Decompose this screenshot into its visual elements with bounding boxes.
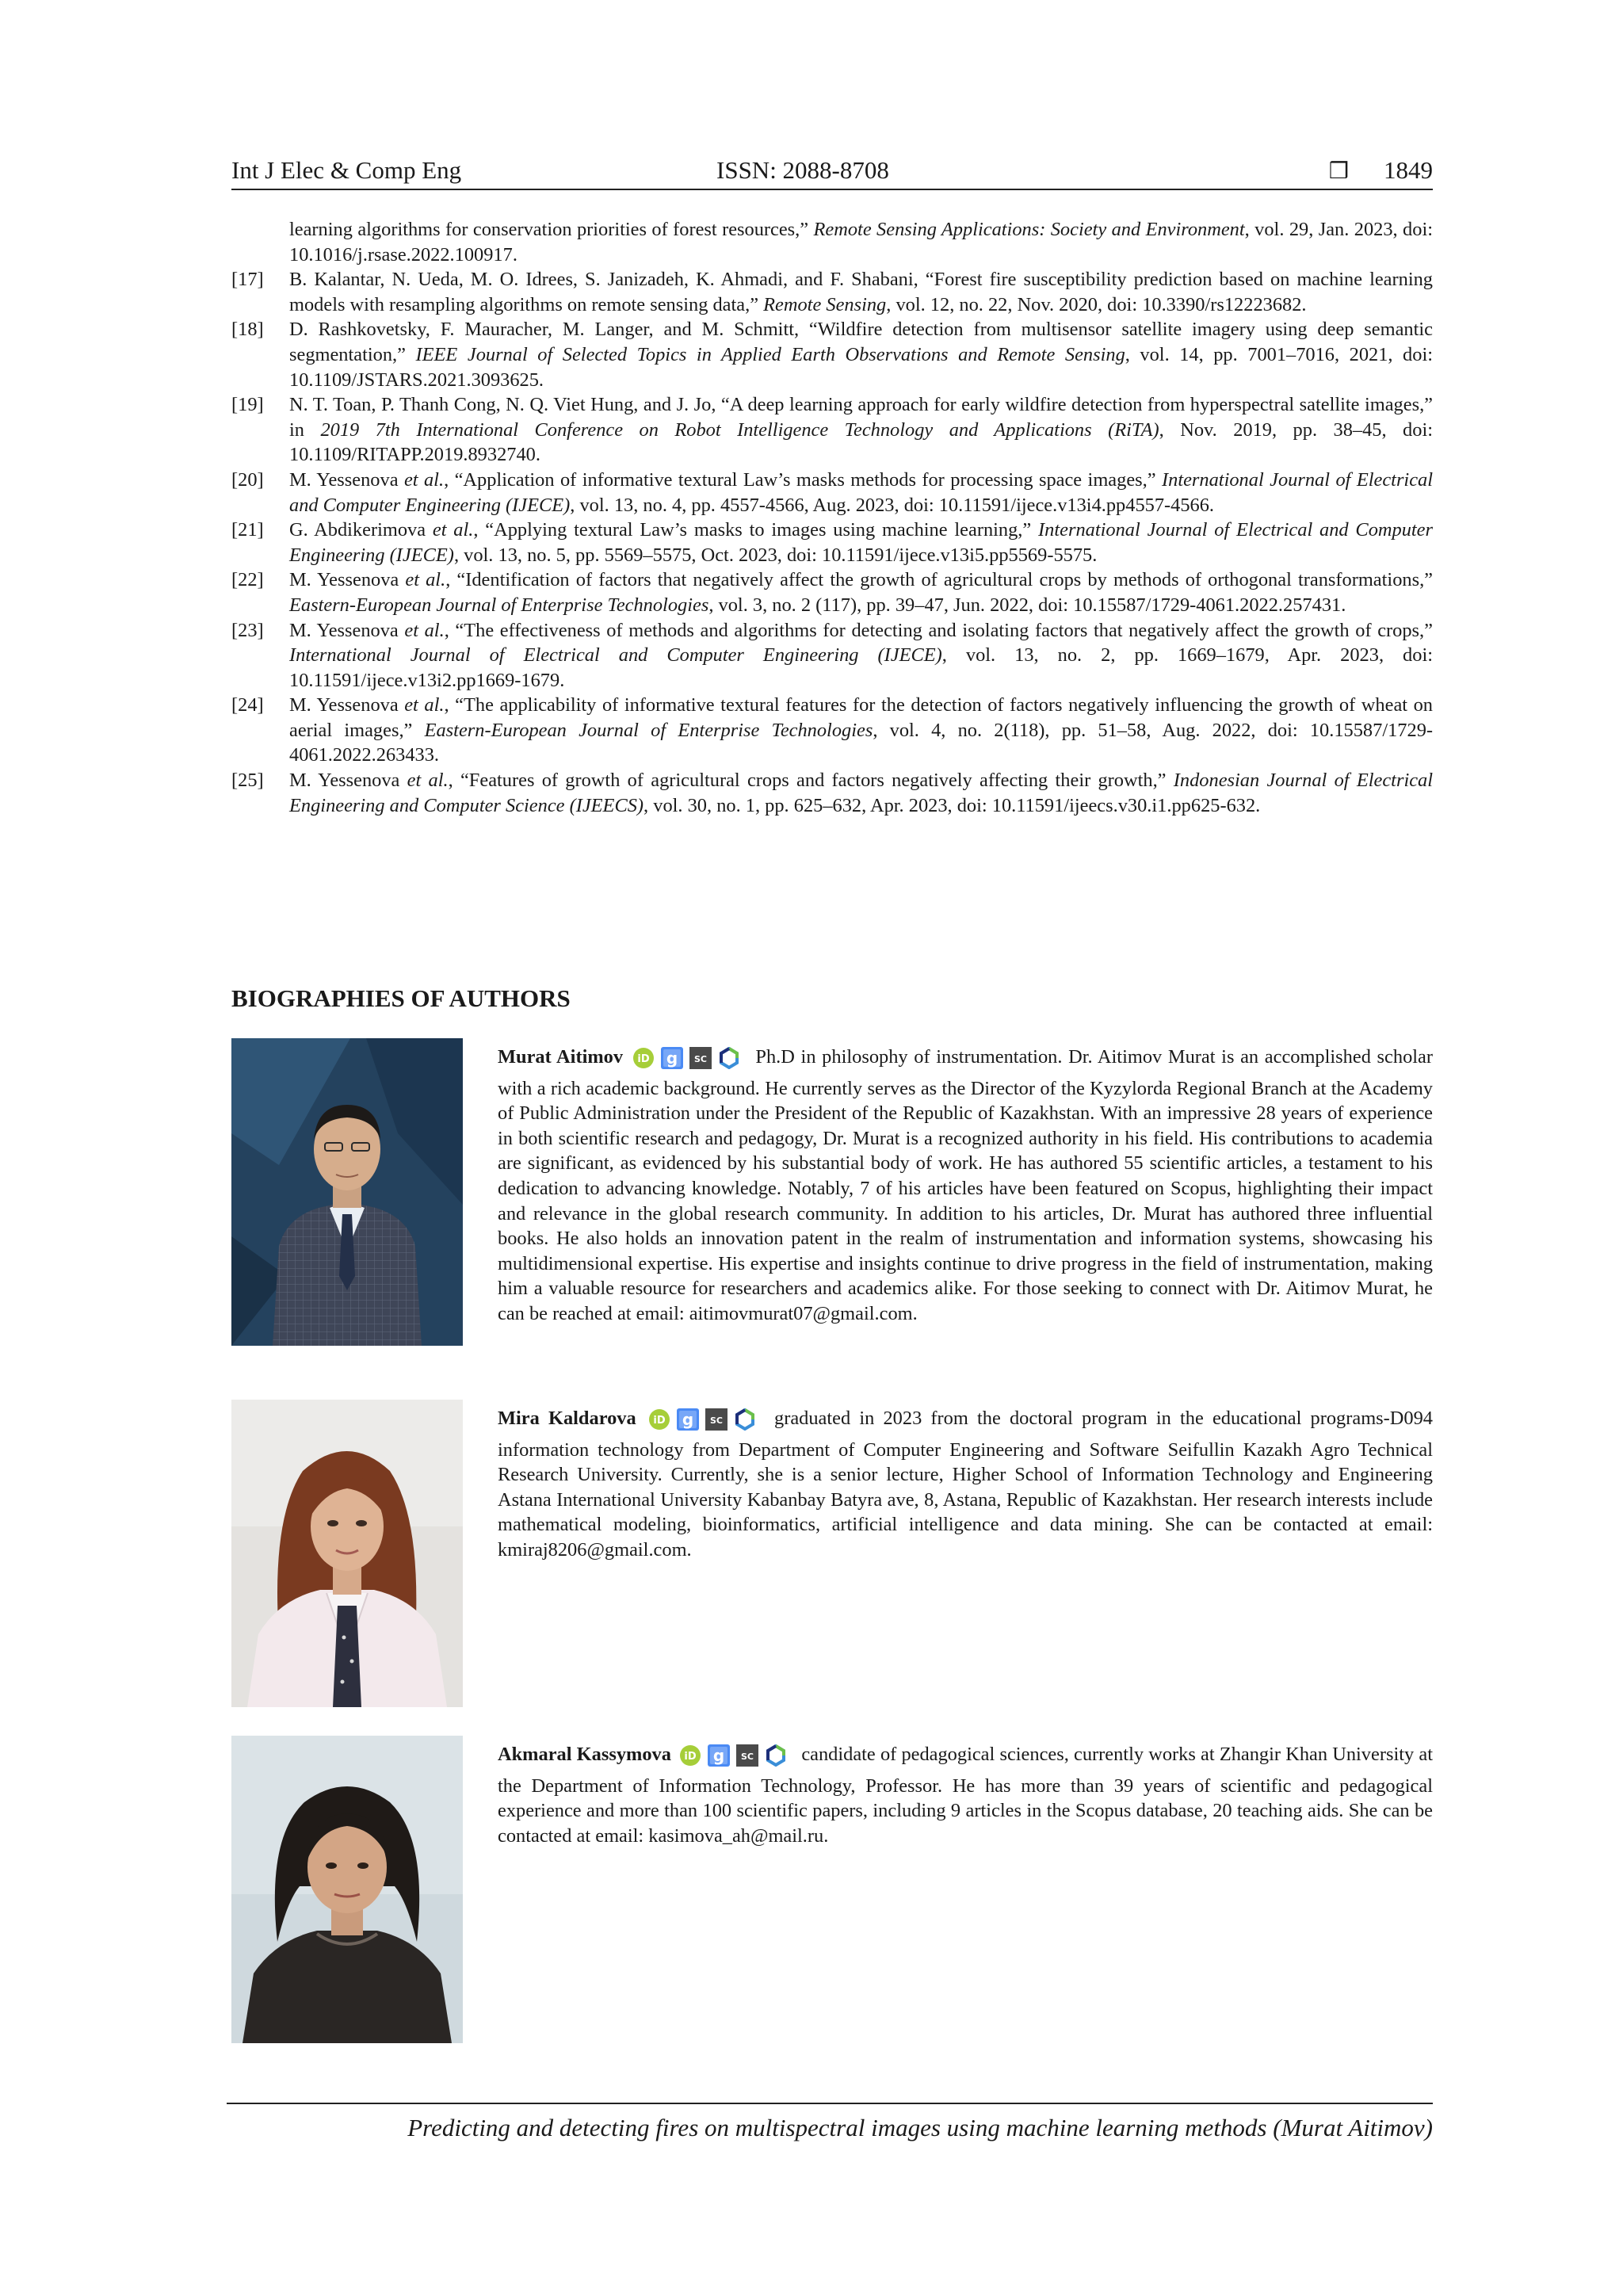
author-bio-mira-kaldarova bbox=[231, 1400, 1433, 1710]
italic-run: IEEE Journal of Selected Topics in Applied Earth Observations and Remote Sensing bbox=[415, 343, 1125, 365]
text-run: D. Rashkovetsky, F. Mauracher, M. Langer, and M. Schmitt, “Wildfire detection from multisensor satellite imagery using deep semantic segmentation,” bbox=[289, 319, 1433, 365]
reference-number: [18] bbox=[231, 319, 264, 341]
text-run: , vol. 3, no. 2 (117), pp. 39–47, Jun. 2022, doi: 10.15587/1729-4061.2022.257431. bbox=[708, 594, 1346, 616]
italic-run: Eastern-European Journal of Enterprise Technologies bbox=[289, 594, 709, 616]
text-run: , Nov. 2019, pp. 38–45, doi: 10.1109/RITAPP.2019.8932740. bbox=[289, 418, 1433, 466]
text-run: , “Applying textural Law’s masks to images using machine learning,” bbox=[473, 519, 1039, 541]
italic-run: Indonesian Journal of Electrical Engineering and Computer Science (IJEECS) bbox=[289, 770, 1434, 816]
reference-text bbox=[289, 269, 1433, 315]
author-name: Akmaral Kassymova bbox=[498, 1744, 671, 1765]
scopus-icon[interactable] bbox=[705, 1408, 727, 1438]
journal-name: Int J Elec & Comp Eng bbox=[231, 156, 462, 184]
reference-24 bbox=[231, 693, 1433, 768]
reference-18 bbox=[231, 317, 1433, 392]
italic-run: International Journal of Electrical and Computer Engineering (IJECE) bbox=[289, 468, 1434, 516]
reference-23 bbox=[231, 618, 1433, 693]
italic-run: International Journal of Electrical and Computer Engineering (IJECE) bbox=[289, 519, 1433, 566]
box-symbol: ❒ bbox=[1328, 158, 1349, 184]
scopus-label: SC bbox=[741, 1752, 754, 1763]
author-profile-badges bbox=[679, 1744, 793, 1774]
reference-text bbox=[289, 694, 1433, 766]
text-run: , vol. 30, no. 1, pp. 625–632, Apr. 2023, doi: 10.11591/ijeecs.v30.i1.pp625-632. bbox=[643, 794, 1261, 816]
author-name: Mira Kaldarova bbox=[498, 1408, 636, 1429]
reference-list bbox=[231, 217, 1433, 818]
italic-run: International Journal of Electrical and Computer Engineering (IJECE) bbox=[289, 644, 942, 667]
italic-run: Remote Sensing Applications: Society and Environment bbox=[813, 219, 1245, 240]
orcid-icon[interactable] bbox=[632, 1047, 655, 1076]
author-profile-badges bbox=[648, 1408, 762, 1438]
italic-run: Eastern-European Journal of Enterprise Technologies bbox=[424, 719, 873, 741]
text-run: M. Yessenova bbox=[289, 468, 404, 491]
running-header bbox=[231, 152, 1433, 190]
text-run: , vol. 13, no. 2, pp. 1669–1679, Apr. 2023, doi: 10.11591/ijece.v13i2.pp1669-1679. bbox=[289, 644, 1433, 691]
reference-20 bbox=[231, 468, 1433, 518]
italic-run: et al. bbox=[404, 619, 445, 641]
author-photo bbox=[231, 1038, 463, 1346]
author-bio-body: graduated in 2023 from the doctoral program in the educational programs-D094 information technology from Department of Computer Engineering and Software Seifullin Kazakh Agro Technical Research University. Currently, she is a senior lecture, Higher School of Information Technology and Engineering Astana International University Kabanbay Batyra ave, 8, Astana, Republic of Kazakhstan. Her research interests include mathematical modeling, bioinformatics, artificial intelligence and data mining. She can be contacted at email: kmiraj8206@gmail.com. bbox=[498, 1408, 1433, 1561]
reference-number: [24] bbox=[231, 694, 264, 716]
reference-16-continued bbox=[231, 217, 1433, 267]
author-bio-text bbox=[498, 1045, 1433, 1327]
scopus-icon[interactable] bbox=[736, 1744, 758, 1774]
text-run: M. Yessenova bbox=[289, 619, 405, 641]
text-run: , vol. 13, no. 5, pp. 5569–5575, Oct. 2023, doi: 10.11591/ijece.v13i5.pp5569-5575. bbox=[453, 544, 1098, 566]
issn: ISSN: 2088-8708 bbox=[716, 156, 889, 184]
page-number: 1849 bbox=[1384, 156, 1433, 184]
author-bio-text bbox=[498, 1406, 1433, 1563]
author-bio-body: Ph.D in philosophy of instrumentation. Dr. Aitimov Murat is an accomplished scholar with a rich academic background. He currently serves as the Director of the Kyzylorda Regional Branch at the Academy of Public Administration under the President of the Republic of Kazakhstan. With an impressive 28 years of experience in both scientific research and pedagogy, Dr. Murat is a recognized authority in his field. His contributions to academia are significant, as evidenced by his substantial body of work. He has authored 55 scientific articles, a testament to his dedication to advancing knowledge. Notably, 7 of his articles have been featured on Scopus, highlighting their impact and relevance in the global research community. In addition to his articles, Dr. Murat has authored three influential books. He also holds an innovation patent in the realm of instrumentation and information systems, showcasing his multidimensional expertise. His expertise and insights continue to drive progress in the field of instrumentation, making him a valuable resource for researchers and academics alike. For those seeking to connect with Dr. Aitimov Murat, he can be reached at email: aitimovmurat07@gmail.com. bbox=[498, 1046, 1433, 1325]
google-scholar-icon[interactable] bbox=[677, 1408, 699, 1438]
author-photo bbox=[231, 1736, 463, 2043]
reference-number: [22] bbox=[231, 569, 264, 591]
italic-run: Remote Sensing bbox=[763, 293, 887, 315]
text-run: G. Abdikerimova bbox=[289, 519, 433, 541]
author-bio-body: candidate of pedagogical sciences, currently works at Zhangir Khan University at the Department of Information Technology, Professor. He has more than 39 years of scientific and pedagogical experience and more than 100 scientific papers, including 9 articles in the Scopus database, 20 teaching aids. She can be contacted at email: kasimova_ah@mail.ru. bbox=[498, 1744, 1433, 1847]
reference-22 bbox=[231, 567, 1433, 617]
text-run: , “The effectiveness of methods and algorithms for detecting and isolating factors that negatively affect the growth of crops,” bbox=[444, 619, 1433, 641]
orcid-label: iD bbox=[653, 1415, 666, 1427]
reference-text bbox=[289, 620, 1433, 691]
text-run: , “Application of informative textural Law’s masks methods for processing space images,” bbox=[444, 468, 1162, 491]
reference-text bbox=[289, 519, 1433, 566]
reference-number: [19] bbox=[231, 394, 264, 416]
scopus-label: SC bbox=[693, 1054, 707, 1065]
italic-run: et al. bbox=[404, 694, 445, 716]
google-scholar-icon[interactable] bbox=[708, 1744, 730, 1774]
reference-number: [21] bbox=[231, 519, 264, 541]
text-run: , “Identification of factors that negatively affect the growth of agricultural crops by methods of orthogonal transformations,” bbox=[445, 569, 1433, 591]
publons-icon[interactable] bbox=[734, 1408, 756, 1438]
text-run: , “Features of growth of agricultural crops and factors negatively affecting their growth,” bbox=[448, 770, 1174, 792]
reference-19 bbox=[231, 392, 1433, 468]
text-run: M. Yessenova bbox=[289, 770, 407, 792]
italic-run: 2019 7th International Conference on Robot Intelligence Technology and Applications (RiTA) bbox=[320, 418, 1159, 441]
text-run: M. Yessenova bbox=[289, 694, 405, 716]
scopus-icon[interactable] bbox=[689, 1047, 712, 1076]
reference-text bbox=[289, 569, 1433, 616]
reference-21 bbox=[231, 518, 1433, 567]
orcid-label: iD bbox=[637, 1053, 650, 1066]
italic-run: et al. bbox=[405, 569, 446, 591]
text-run: B. Kalantar, N. Ueda, M. O. Idrees, S. Janizadeh, K. Ahmadi, and F. Shabani, “Forest fire susceptibility prediction based on machine learning models with resampling algorithms on remote sensing data,” bbox=[289, 269, 1433, 315]
reference-17 bbox=[231, 267, 1433, 317]
orcid-label: iD bbox=[684, 1751, 697, 1763]
orcid-icon[interactable] bbox=[679, 1744, 701, 1774]
italic-run: et al. bbox=[407, 770, 449, 792]
scholar-label: g bbox=[712, 1746, 725, 1766]
reference-number: [23] bbox=[231, 619, 264, 641]
google-scholar-icon[interactable] bbox=[661, 1047, 683, 1076]
reference-text bbox=[289, 469, 1433, 516]
text-run: learning algorithms for conservation priorities of forest resources,” bbox=[289, 219, 814, 240]
reference-number: [20] bbox=[231, 468, 264, 491]
publons-icon[interactable] bbox=[718, 1047, 740, 1076]
author-bio-akmaral-kassymova bbox=[231, 1736, 1433, 2046]
scopus-label: SC bbox=[709, 1415, 723, 1427]
running-footer: Predicting and detecting fires on multispectral images using machine learning methods (Murat Aitimov) bbox=[227, 2103, 1433, 2144]
scholar-label: g bbox=[682, 1410, 694, 1430]
text-run: , vol. 4, no. 2(118), pp. 51–58, Aug. 2022, doi: 10.15587/1729-4061.2022.263433. bbox=[289, 719, 1434, 766]
text-run: M. Yessenova bbox=[289, 569, 406, 591]
text-run: , vol. 14, pp. 7001–7016, 2021, doi: 10.1109/JSTARS.2021.3093625. bbox=[289, 343, 1433, 391]
italic-run: et al. bbox=[403, 468, 445, 491]
text-run: , vol. 12, no. 22, Nov. 2020, doi: 10.3390/rs12223682. bbox=[886, 293, 1307, 315]
author-photo bbox=[231, 1400, 463, 1707]
reference-25 bbox=[231, 768, 1433, 818]
reference-text bbox=[289, 394, 1433, 465]
author-bio-text bbox=[498, 1742, 1433, 1848]
publons-icon[interactable] bbox=[765, 1744, 787, 1774]
text-run: , vol. 13, no. 4, pp. 4557-4566, Aug. 2023, doi: 10.11591/ijece.v13i4.pp4557-4566. bbox=[570, 494, 1215, 516]
author-bio-murat-aitimov bbox=[231, 1038, 1433, 1349]
scholar-label: g bbox=[666, 1049, 678, 1068]
author-profile-badges bbox=[632, 1047, 747, 1076]
page-number-group bbox=[1329, 152, 1433, 189]
author-name: Murat Aitimov bbox=[498, 1046, 624, 1068]
reference-number: [25] bbox=[231, 770, 264, 792]
orcid-icon[interactable] bbox=[648, 1408, 670, 1438]
section-heading: BIOGRAPHIES OF AUTHORS bbox=[231, 984, 571, 1012]
text-run: N. T. Toan, P. Thanh Cong, N. Q. Viet Hung, and J. Jo, “A deep learning approach for early wildfire detection from hyperspectral satellite images,” in bbox=[289, 394, 1433, 441]
text-run: , vol. 29, Jan. 2023, doi: 10.1016/j.rsase.2022.100917. bbox=[289, 219, 1433, 266]
reference-text bbox=[289, 770, 1433, 816]
italic-run: et al. bbox=[432, 519, 474, 541]
reference-number: [17] bbox=[231, 269, 264, 291]
reference-text bbox=[289, 319, 1433, 390]
text-run: , “The applicability of informative textural features for the detection of factors negatively influencing the growth of wheat on aerial images,” bbox=[289, 694, 1433, 741]
